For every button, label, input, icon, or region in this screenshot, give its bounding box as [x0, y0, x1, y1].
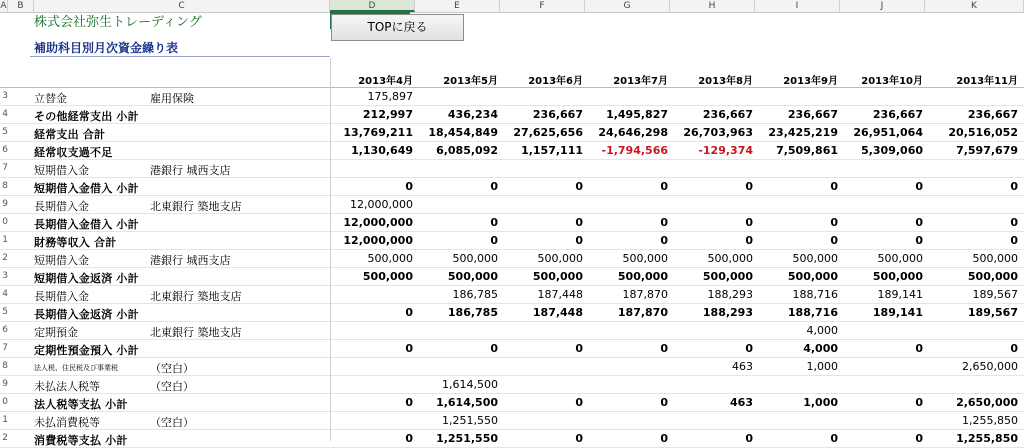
column-header-b[interactable]: B [8, 0, 34, 12]
cell-value[interactable]: 186,785 [452, 288, 498, 301]
cell-value[interactable]: 189,141 [877, 288, 923, 301]
month-header: 2013年5月 [443, 76, 498, 87]
row-label: 法人税、住民税及び事業税 [34, 364, 118, 372]
row-label: 短期借入金 [34, 164, 89, 177]
month-header: 2013年10月 [861, 76, 923, 87]
row-sublabel: 北東銀行 築地支店 [150, 200, 242, 213]
cell-value[interactable]: 188,293 [707, 288, 753, 301]
table-row [0, 286, 1024, 304]
cell-value[interactable]: 436,234 [447, 108, 498, 121]
row-label: 経常収支過不足 [34, 146, 113, 159]
month-header: 2013年9月 [783, 76, 838, 87]
row-label: 長期借入金返済 小計 [34, 308, 139, 321]
cell-value[interactable]: 188,716 [792, 288, 838, 301]
cell-value[interactable]: 500,000 [447, 270, 498, 283]
cell-value[interactable]: 0 [915, 432, 923, 445]
cell-value[interactable]: 463 [732, 360, 753, 373]
cell-value[interactable]: 5,309,060 [861, 144, 923, 157]
table-row [0, 106, 1024, 124]
cell-value[interactable]: 500,000 [362, 270, 413, 283]
cell-value[interactable]: 0 [830, 216, 838, 229]
cell-value[interactable]: 7,597,679 [956, 144, 1018, 157]
row-number: 6 [2, 325, 8, 335]
column-header-d[interactable]: D [330, 0, 415, 12]
cell-value[interactable]: 0 [575, 234, 583, 247]
cell-value[interactable]: 1,157,111 [521, 144, 583, 157]
column-header-j[interactable]: J [840, 0, 925, 12]
cell-value[interactable]: 0 [405, 342, 413, 355]
cell-value[interactable]: 1,255,850 [956, 432, 1018, 445]
cell-value[interactable]: 27,625,656 [513, 126, 583, 139]
cell-value[interactable]: 500,000 [787, 270, 838, 283]
report-title: 補助科目別月次資金繰り表 [34, 41, 179, 55]
cell-value[interactable]: 500,000 [532, 270, 583, 283]
cell-value[interactable]: -1,794,566 [601, 144, 668, 157]
cell-value[interactable]: 2,650,000 [956, 396, 1018, 409]
row-number: 8 [2, 361, 8, 371]
cell-value[interactable]: 1,614,500 [436, 396, 498, 409]
row-sublabel: 北東銀行 築地支店 [150, 326, 242, 339]
cell-value[interactable]: 1,614,500 [442, 378, 498, 391]
cell-value[interactable]: 189,141 [872, 306, 923, 319]
table-row [0, 178, 1024, 196]
table-row [0, 250, 1024, 268]
cell-value[interactable]: 0 [915, 216, 923, 229]
row-number: 4 [2, 289, 8, 299]
cell-value[interactable]: 500,000 [972, 252, 1018, 265]
cell-value[interactable]: 0 [405, 432, 413, 445]
column-header-f[interactable]: F [500, 0, 585, 12]
cell-value[interactable]: 0 [915, 396, 923, 409]
cell-value[interactable]: 0 [1010, 216, 1018, 229]
cell-value[interactable]: 1,251,550 [442, 414, 498, 427]
row-label: 定期性預金預入 小計 [34, 344, 139, 357]
cell-value[interactable]: 13,769,211 [343, 126, 413, 139]
row-number: 3 [2, 91, 8, 101]
cell-value[interactable]: 0 [575, 216, 583, 229]
cell-value[interactable]: -129,374 [698, 144, 753, 157]
cell-value[interactable]: 0 [575, 180, 583, 193]
row-label: 長期借入金 [34, 200, 89, 213]
row-number: 0 [2, 217, 8, 227]
cell-value[interactable]: 500,000 [702, 270, 753, 283]
row-label: 未払消費税等 [34, 416, 100, 429]
cell-value[interactable]: 236,667 [967, 108, 1018, 121]
cell-value[interactable]: 500,000 [367, 252, 413, 265]
cell-value[interactable]: 0 [745, 432, 753, 445]
column-header-e[interactable]: E [415, 0, 500, 12]
cell-value[interactable]: 236,667 [702, 108, 753, 121]
row-label: 経常支出 合計 [34, 128, 106, 141]
row-label: 財務等収入 合計 [34, 236, 117, 249]
cell-value[interactable]: 18,454,849 [428, 126, 498, 139]
row-sublabel: （空白） [150, 416, 194, 429]
cell-value[interactable]: 0 [405, 396, 413, 409]
cell-value[interactable]: 0 [915, 180, 923, 193]
cell-value[interactable]: 1,130,649 [351, 144, 413, 157]
cell-value[interactable]: 0 [1010, 342, 1018, 355]
cell-value[interactable]: 188,293 [702, 306, 753, 319]
table-row [0, 196, 1024, 214]
cell-value[interactable]: 0 [830, 432, 838, 445]
table-row [0, 340, 1024, 358]
cell-value[interactable]: 500,000 [537, 252, 583, 265]
month-header-row [0, 70, 1024, 88]
row-sublabel: （空白） [150, 362, 194, 375]
cell-value[interactable]: 500,000 [877, 252, 923, 265]
cell-value[interactable]: 12,000,000 [343, 216, 413, 229]
column-header-k[interactable]: K [925, 0, 1024, 12]
cell-value[interactable]: 0 [915, 234, 923, 247]
cell-value[interactable]: 1,000 [806, 360, 838, 373]
row-label: 長期借入金借入 小計 [34, 218, 139, 231]
cell-value[interactable]: 0 [660, 234, 668, 247]
cell-value[interactable]: 0 [490, 234, 498, 247]
cell-value[interactable]: 0 [575, 342, 583, 355]
row-number: 9 [2, 199, 8, 209]
table-row [0, 430, 1024, 448]
cell-value[interactable]: 1,255,850 [962, 414, 1018, 427]
row-sublabel: 港銀行 城西支店 [150, 164, 231, 177]
cell-value[interactable]: 0 [405, 306, 413, 319]
cell-value[interactable]: 1,000 [803, 396, 838, 409]
table-row [0, 124, 1024, 142]
cell-value[interactable]: 7,509,861 [776, 144, 838, 157]
cell-value[interactable]: 186,785 [447, 306, 498, 319]
cell-value[interactable]: 0 [745, 234, 753, 247]
table-row [0, 268, 1024, 286]
cell-value[interactable]: 1,251,550 [436, 432, 498, 445]
cell-value[interactable]: 23,425,219 [768, 126, 838, 139]
table-row [0, 412, 1024, 430]
cell-value[interactable]: 500,000 [617, 270, 668, 283]
row-number: 7 [2, 163, 8, 173]
cell-value[interactable]: 0 [1010, 180, 1018, 193]
cell-value[interactable]: 500,000 [452, 252, 498, 265]
cell-value[interactable]: 0 [660, 396, 668, 409]
cell-value[interactable]: 0 [575, 432, 583, 445]
cell-value[interactable]: 2,650,000 [962, 360, 1018, 373]
row-sublabel: 雇用保険 [150, 92, 194, 105]
cell-value[interactable]: 500,000 [872, 270, 923, 283]
cell-value[interactable]: 0 [490, 216, 498, 229]
cell-value[interactable]: 0 [915, 342, 923, 355]
table-row [0, 358, 1024, 376]
cell-value[interactable]: 187,870 [617, 306, 668, 319]
month-header: 2013年7月 [613, 76, 668, 87]
row-number: 1 [2, 235, 8, 245]
table-row [0, 88, 1024, 106]
row-number: 7 [2, 343, 8, 353]
month-header: 2013年8月 [698, 76, 753, 87]
cell-value[interactable]: 0 [660, 432, 668, 445]
column-header-i[interactable]: I [755, 0, 840, 12]
cell-value[interactable]: 0 [490, 180, 498, 193]
row-number: 3 [2, 271, 8, 281]
table-row [0, 394, 1024, 412]
cell-value[interactable]: 500,000 [622, 252, 668, 265]
row-number: 0 [2, 397, 8, 407]
month-header: 2013年4月 [358, 76, 413, 87]
row-number: 5 [2, 127, 8, 137]
cell-value[interactable]: 187,870 [622, 288, 668, 301]
month-header: 2013年11月 [956, 76, 1018, 87]
cell-value[interactable]: 26,703,963 [683, 126, 753, 139]
row-number: 5 [2, 307, 8, 317]
table-row [0, 322, 1024, 340]
table-row [0, 160, 1024, 178]
cell-value[interactable]: 0 [660, 180, 668, 193]
row-label: 定期預金 [34, 326, 78, 339]
cell-value[interactable]: 1,495,827 [606, 108, 668, 121]
cell-value[interactable]: 236,667 [787, 108, 838, 121]
row-number: 4 [2, 109, 8, 119]
row-sublabel: 港銀行 城西支店 [150, 254, 231, 267]
top-return-button[interactable]: TOPに戻る [331, 14, 464, 41]
cell-value[interactable]: 500,000 [792, 252, 838, 265]
cell-value[interactable]: 0 [745, 342, 753, 355]
table-row [0, 142, 1024, 160]
cell-value[interactable]: 20,516,052 [948, 126, 1018, 139]
table-row [0, 376, 1024, 394]
cell-value[interactable]: 463 [730, 396, 753, 409]
column-header-h[interactable]: H [670, 0, 755, 12]
cell-value[interactable]: 4,000 [803, 342, 838, 355]
cell-value[interactable]: 6,085,092 [436, 144, 498, 157]
row-label: 立替金 [34, 92, 67, 105]
cell-value[interactable]: 0 [575, 396, 583, 409]
cell-value[interactable]: 0 [490, 342, 498, 355]
row-number: 1 [2, 415, 8, 425]
row-label: 消費税等支払 小計 [34, 434, 128, 447]
title-underline [30, 56, 330, 57]
cell-value[interactable]: 212,997 [362, 108, 413, 121]
table-row [0, 232, 1024, 250]
cell-value[interactable]: 12,000,000 [350, 198, 413, 211]
cell-value[interactable]: 236,667 [532, 108, 583, 121]
cell-value[interactable]: 24,646,298 [598, 126, 668, 139]
row-sublabel: （空白） [150, 380, 194, 393]
month-header: 2013年6月 [528, 76, 583, 87]
cell-value[interactable]: 0 [745, 216, 753, 229]
row-label: 長期借入金 [34, 290, 89, 303]
cell-value[interactable]: 187,448 [537, 288, 583, 301]
row-label: 短期借入金 [34, 254, 89, 267]
row-label: 未払法人税等 [34, 380, 100, 393]
column-divider [330, 58, 331, 441]
row-label: 短期借入金借入 小計 [34, 182, 139, 195]
row-number: 2 [2, 433, 8, 443]
row-number: 8 [2, 181, 8, 191]
cell-value[interactable]: 187,448 [532, 306, 583, 319]
row-number: 6 [2, 145, 8, 155]
row-number: 9 [2, 379, 8, 389]
cell-value[interactable]: 0 [830, 234, 838, 247]
cell-value[interactable]: 188,716 [787, 306, 838, 319]
cell-value[interactable]: 189,567 [967, 306, 1018, 319]
column-header-g[interactable]: G [585, 0, 670, 12]
row-sublabel: 北東銀行 築地支店 [150, 290, 242, 303]
cell-value[interactable]: 0 [830, 180, 838, 193]
row-label: その他経常支出 小計 [34, 110, 139, 123]
cell-value[interactable]: 4,000 [806, 324, 838, 337]
cell-value[interactable]: 0 [1010, 234, 1018, 247]
column-header-c[interactable]: C [34, 0, 330, 12]
cell-value[interactable]: 0 [660, 216, 668, 229]
cell-value[interactable]: 0 [745, 180, 753, 193]
cell-value[interactable]: 236,667 [872, 108, 923, 121]
row-label: 短期借入金返済 小計 [34, 272, 139, 285]
table-row [0, 304, 1024, 322]
cell-value[interactable]: 189,567 [972, 288, 1018, 301]
cell-value[interactable]: 500,000 [707, 252, 753, 265]
table-row [0, 214, 1024, 232]
column-header-a[interactable]: A [0, 1, 7, 11]
cell-value[interactable]: 26,951,064 [853, 126, 923, 139]
cell-value[interactable]: 12,000,000 [343, 234, 413, 247]
cell-value[interactable]: 0 [660, 342, 668, 355]
company-title: 株式会社弥生トレーディング [34, 15, 202, 30]
row-number: 2 [2, 253, 8, 263]
cell-value[interactable]: 175,897 [367, 90, 413, 103]
row-label: 法人税等支払 小計 [34, 398, 128, 411]
cell-value[interactable]: 0 [405, 180, 413, 193]
cell-value[interactable]: 500,000 [967, 270, 1018, 283]
